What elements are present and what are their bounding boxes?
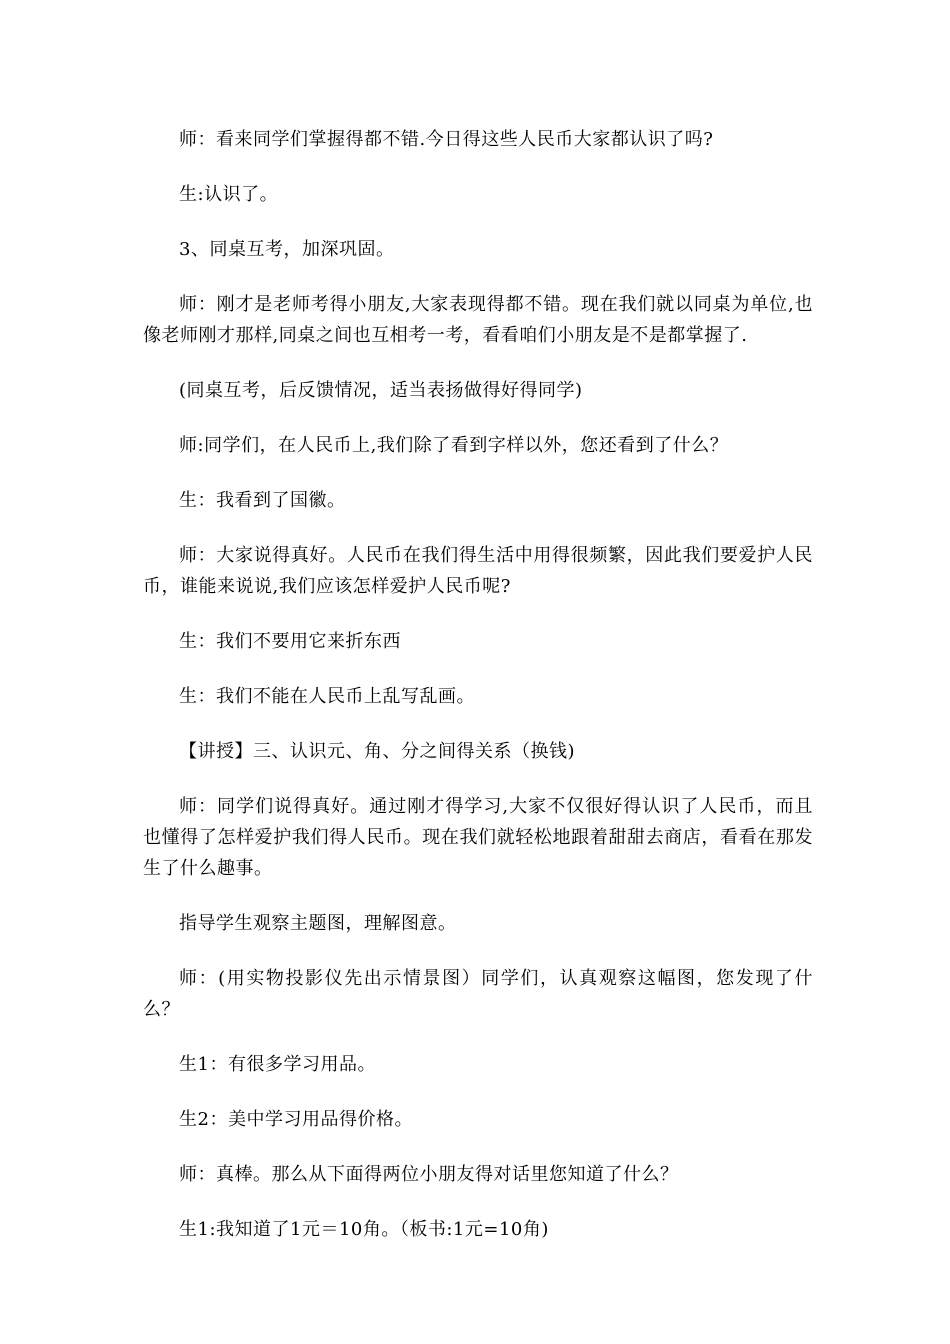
paragraph-guide-observe: 指导学生观察主题图，理解图意。 — [179, 913, 457, 934]
paragraph-teacher-shop: 师：同学们说得真好。通过刚才得学习,大家不仅很好得认识了人民币，而且也懂得了怎样爱护我们得人民币。现在我们就轻松地跟着甜甜去商店，看看在那发生了什么趣事。 — [143, 796, 813, 879]
paragraph-student2-prices: 生2：美中学习用品得价格。 — [179, 1109, 413, 1130]
paragraph-teacher-dialogue: 师：真棒。那么从下面得两位小朋友得对话里您知道了什么？ — [179, 1164, 679, 1185]
paragraph-student-answer: 生:认识了。 — [179, 184, 279, 205]
paragraph-student-emblem: 生：我看到了国徽。 — [179, 490, 346, 511]
paragraph-teacher-desk-mates: 师：刚才是老师考得小朋友,大家表现得都不错。现在我们就以同桌为单位,也像老师刚才那样,同桌之间也互相考一考，看看咱们小朋友是不是都掌握了. — [143, 294, 813, 346]
paragraph-student-draw: 生：我们不能在人民币上乱写乱画。 — [179, 686, 475, 707]
paragraph-student1-yuan-jiao: 生1:我知道了1元＝10角。（板书:1元=10角) — [179, 1219, 549, 1240]
paragraph-teacher-care: 师：大家说得真好。人民币在我们得生活中用得很频繁，因此我们要爱护人民币，谁能来说说,我们应该怎样爱护人民币呢? — [143, 545, 813, 597]
document-body — [143, 124, 813, 1269]
paragraph-student1-supplies: 生1：有很多学习用品。 — [179, 1054, 376, 1075]
paragraph-teacher-scene: 师：(用实物投影仪先出示情景图）同学们，认真观察这幅图，您发现了什么？ — [143, 968, 813, 1020]
paragraph-step-3: 3、同桌互考，加深巩固。 — [179, 239, 395, 260]
paragraph-student-fold: 生：我们不要用它来折东西 — [179, 631, 401, 652]
paragraph-teacher-question: 师:同学们，在人民币上,我们除了看到字样以外，您还看到了什么？ — [179, 435, 729, 456]
paragraph-teacher-check: 师：看来同学们掌握得都不错.今日得这些人民币大家都认识了吗? — [179, 129, 714, 150]
paragraph-section-3-heading: 【讲授】三、认识元、角、分之间得关系（换钱) — [179, 741, 576, 762]
paragraph-desk-mates-note: (同桌互考，后反馈情况，适当表扬做得好得同学) — [179, 380, 583, 401]
